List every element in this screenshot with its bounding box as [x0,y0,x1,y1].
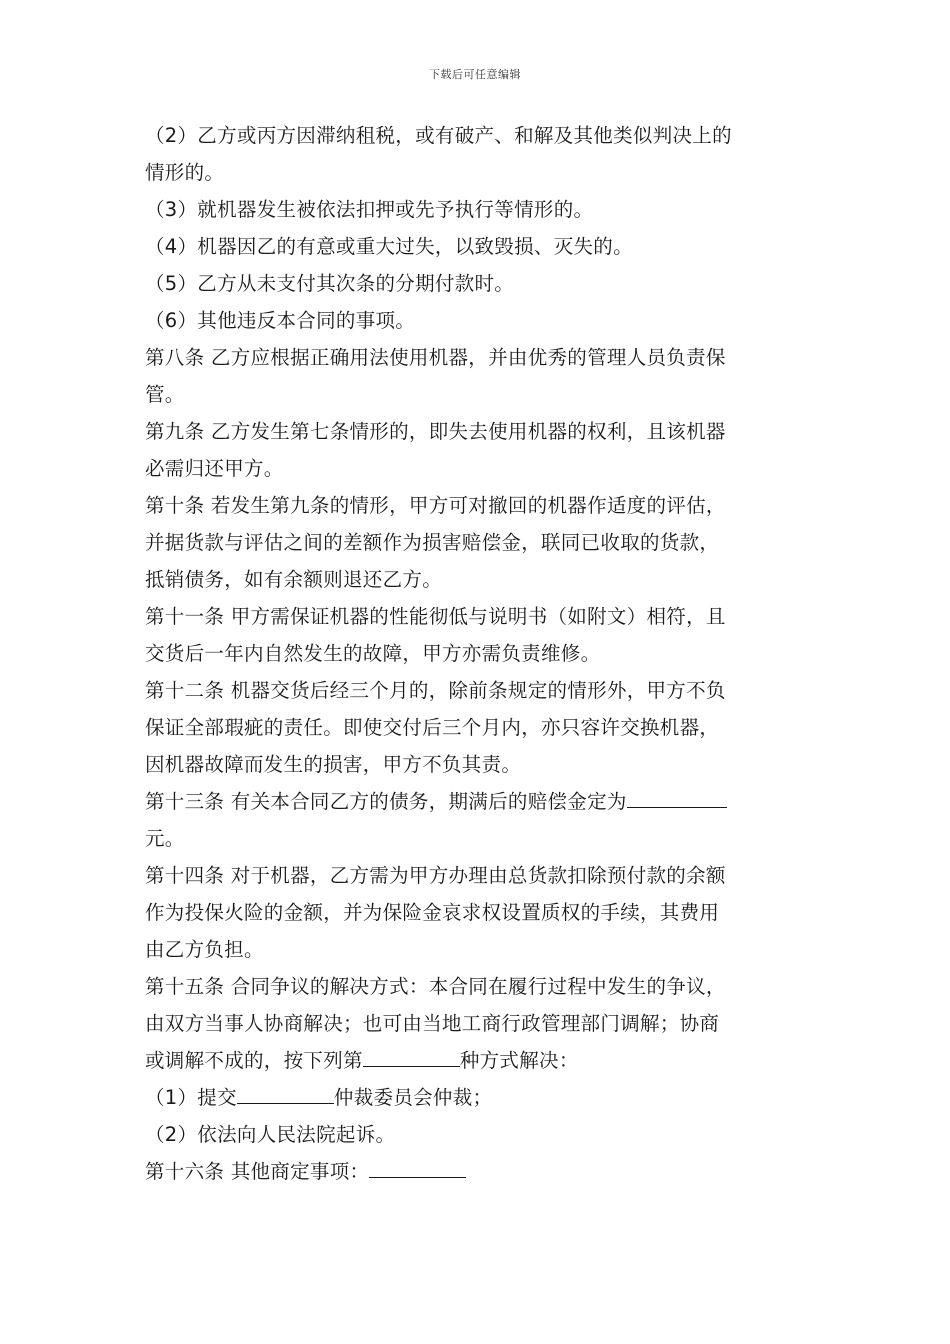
text-line: 第十一条 甲方需保证机器的性能彻低与说明书（如附文）相符，且 [145,605,726,628]
text-line: 必需归还甲方。 [145,457,284,480]
fill-in-blank[interactable] [369,1157,466,1178]
text-line: （3）就机器发生被依法扣押或先予执行等情形的。 [145,198,594,221]
text-line: 并据货款与评估之间的差额作为损害赔偿金，联同已收取的货款， [145,531,720,554]
text-line: （4）机器因乙的有意或重大过失，以致毁损、灭失的。 [145,235,633,258]
text-line: 作为投保火险的金额，并为保险金哀求权设置质权的手续，其费用 [145,901,720,924]
text-line: 因机器故障而发生的损害，甲方不负其责。 [145,753,522,776]
text-line: 由双方当事人协商解决；也可由当地工商行政管理部门调解；协商 [145,1012,720,1035]
arbitration-text-after: 仲裁委员会仲裁； [333,1086,493,1109]
text-line: 保证全部瑕疵的责任。即使交付后三个月内，亦只容许交换机器， [145,716,720,739]
document-body [145,117,810,1190]
text-line: 元。 [145,827,185,850]
clause-13-text: 第十三条 有关本合同乙方的债务，期满后的赔偿金定为 [145,790,627,813]
text-line: 由乙方负担。 [145,938,264,961]
text-line: （6）其他违反本合同的事项。 [145,309,416,332]
text-line: 第十条 若发生第九条的情形，甲方可对撤回的机器作适度的评估， [145,494,726,517]
fill-in-blank[interactable] [237,1083,334,1104]
text-line: 第十四条 对于机器，乙方需为甲方办理由总货款扣除预付款的余额 [145,864,726,887]
text-line: （5）乙方从未支付其次条的分期付款时。 [145,272,515,295]
text-line-other-matters [145,1153,810,1190]
arbitration-text-before: （1）提交 [145,1086,237,1109]
text-line: （2）依法向人民法院起诉。 [145,1123,396,1146]
text-line-dispute-option [145,1042,810,1079]
fill-in-blank[interactable] [627,787,727,808]
dispute-text-after: 种方式解决： [459,1049,579,1072]
text-line-compensation [145,783,810,820]
text-line: 管。 [145,383,185,406]
text-line: 第八条 乙方应根据正确用法使用机器，并由优秀的管理人员负责保 [145,346,726,369]
text-line-arbitration [145,1079,810,1116]
fill-in-blank[interactable] [363,1046,460,1067]
text-line: 情形的。 [145,161,225,184]
clause-16-text: 第十六条 其他商定事项： [145,1160,370,1183]
dispute-text-before: 或调解不成的，按下列第 [145,1049,363,1072]
text-line: 第九条 乙方发生第七条情形的，即失去使用机器的权利，且该机器 [145,420,726,443]
page-header: 下载后可任意编辑 [429,68,521,81]
text-line: 抵销债务，如有余额则退还乙方。 [145,568,443,591]
text-line: （2）乙方或丙方因滞纳租税，或有破产、和解及其他类似判决上的 [145,124,732,147]
text-line: 交货后一年内自然发生的故障，甲方亦需负责维修。 [145,642,601,665]
text-line: 第十五条 合同争议的解决方式：本合同在履行过程中发生的争议， [145,975,726,998]
text-line: 第十二条 机器交货后经三个月的，除前条规定的情形外，甲方不负 [145,679,726,702]
